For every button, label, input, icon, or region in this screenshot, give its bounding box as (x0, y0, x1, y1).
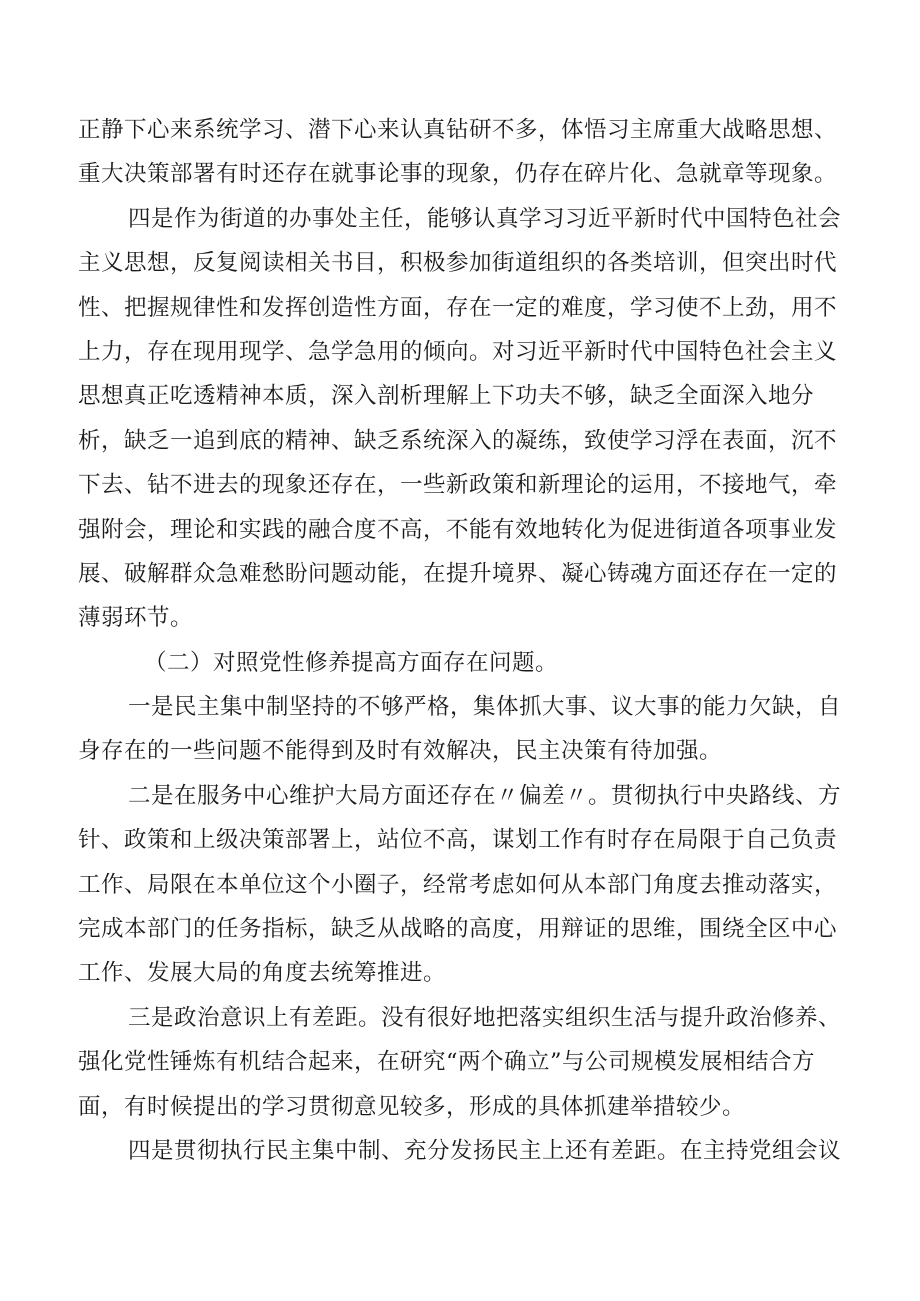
text-line-18: 工作、局限在本单位这个小圈子，经常考虑如何从本部门角度去推动落实， (78, 871, 838, 898)
text-line-4: 主义思想，反复阅读相关书目，积极参加街道组织的各类培训，但突出时代 (78, 250, 838, 277)
text-line-5: 性、把握规律性和发挥创造性方面，存在一定的难度，学习使不上劲，用不 (78, 294, 838, 321)
text-line-9: 下去、钻不进去的现象还存在，一些新政策和新理论的运用，不接地气，牵 (78, 472, 838, 499)
text-line-11: 展、破解群众急难愁盼问题动能，在提升境界、凝心铸魂方面还存在一定的 (78, 560, 838, 587)
text-line-16: 二是在服务中心维护大局方面还存在〃偏差〃。贯彻执行中央路线、方 (128, 782, 842, 809)
section-heading: （二）对照党性修养提高方面存在问题。 (144, 649, 559, 676)
text-line-19: 完成本部门的任务指标，缺乏从战略的高度，用辩证的思维，围绕全区中心 (78, 916, 838, 943)
text-line-24: 四是贯彻执行民主集中制、充分发扬民主上还有差距。在主持党组会议 (128, 1137, 842, 1164)
text-line-15: 身存在的一些问题不能得到及时有效解决，民主决策有待加强。 (78, 738, 723, 765)
text-line-22: 强化党性锤炼有机结合起来，在研究“两个确立”与公司规模发展相结合方 (78, 1049, 816, 1076)
text-line-21: 三是政治意识上有差距。没有很好地把落实组织生活与提升政治修养、 (128, 1004, 842, 1031)
text-line-3: 四是作为街道的办事处主任，能够认真学习习近平新时代中国特色社会 (128, 205, 842, 232)
text-line-17: 针、政策和上级决策部署上，站位不高，谋划工作有时存在局限于自己负责 (78, 827, 838, 854)
text-line-8: 析，缺乏一追到底的精神、缺乏系统深入的凝练，致使学习浮在表面，沉不 (78, 427, 838, 454)
text-line-12: 薄弱环节。 (78, 605, 194, 632)
text-line-2: 重大决策部署有时还存在就事论事的现象，仍存在碎片化、急就章等现象。 (78, 161, 838, 188)
text-line-14: 一是民主集中制坚持的不够严格，集体抓大事、议大事的能力欠缺，自 (128, 694, 842, 721)
text-line-10: 强附会，理论和实践的融合度不高，不能有效地转化为促进街道各项事业发 (78, 516, 838, 543)
text-line-23: 面，有时候提出的学习贯彻意见较多，形成的具体抓建举措较少。 (78, 1093, 746, 1120)
text-line-7: 思想真正吃透精神本质，深入剖析理解上下功夫不够，缺乏全面深入地分 (78, 383, 815, 410)
text-line-20: 工作、发展大局的角度去统筹推进。 (78, 960, 447, 987)
body-text (78, 108, 848, 1173)
text-line-1: 正静下心来系统学习、潜下心来认真钻研不多，体悟习主席重大战略思想、 (78, 117, 838, 143)
text-line-6: 上力，存在现用现学、急学急用的倾向。对习近平新时代中国特色社会主义 (78, 338, 838, 365)
